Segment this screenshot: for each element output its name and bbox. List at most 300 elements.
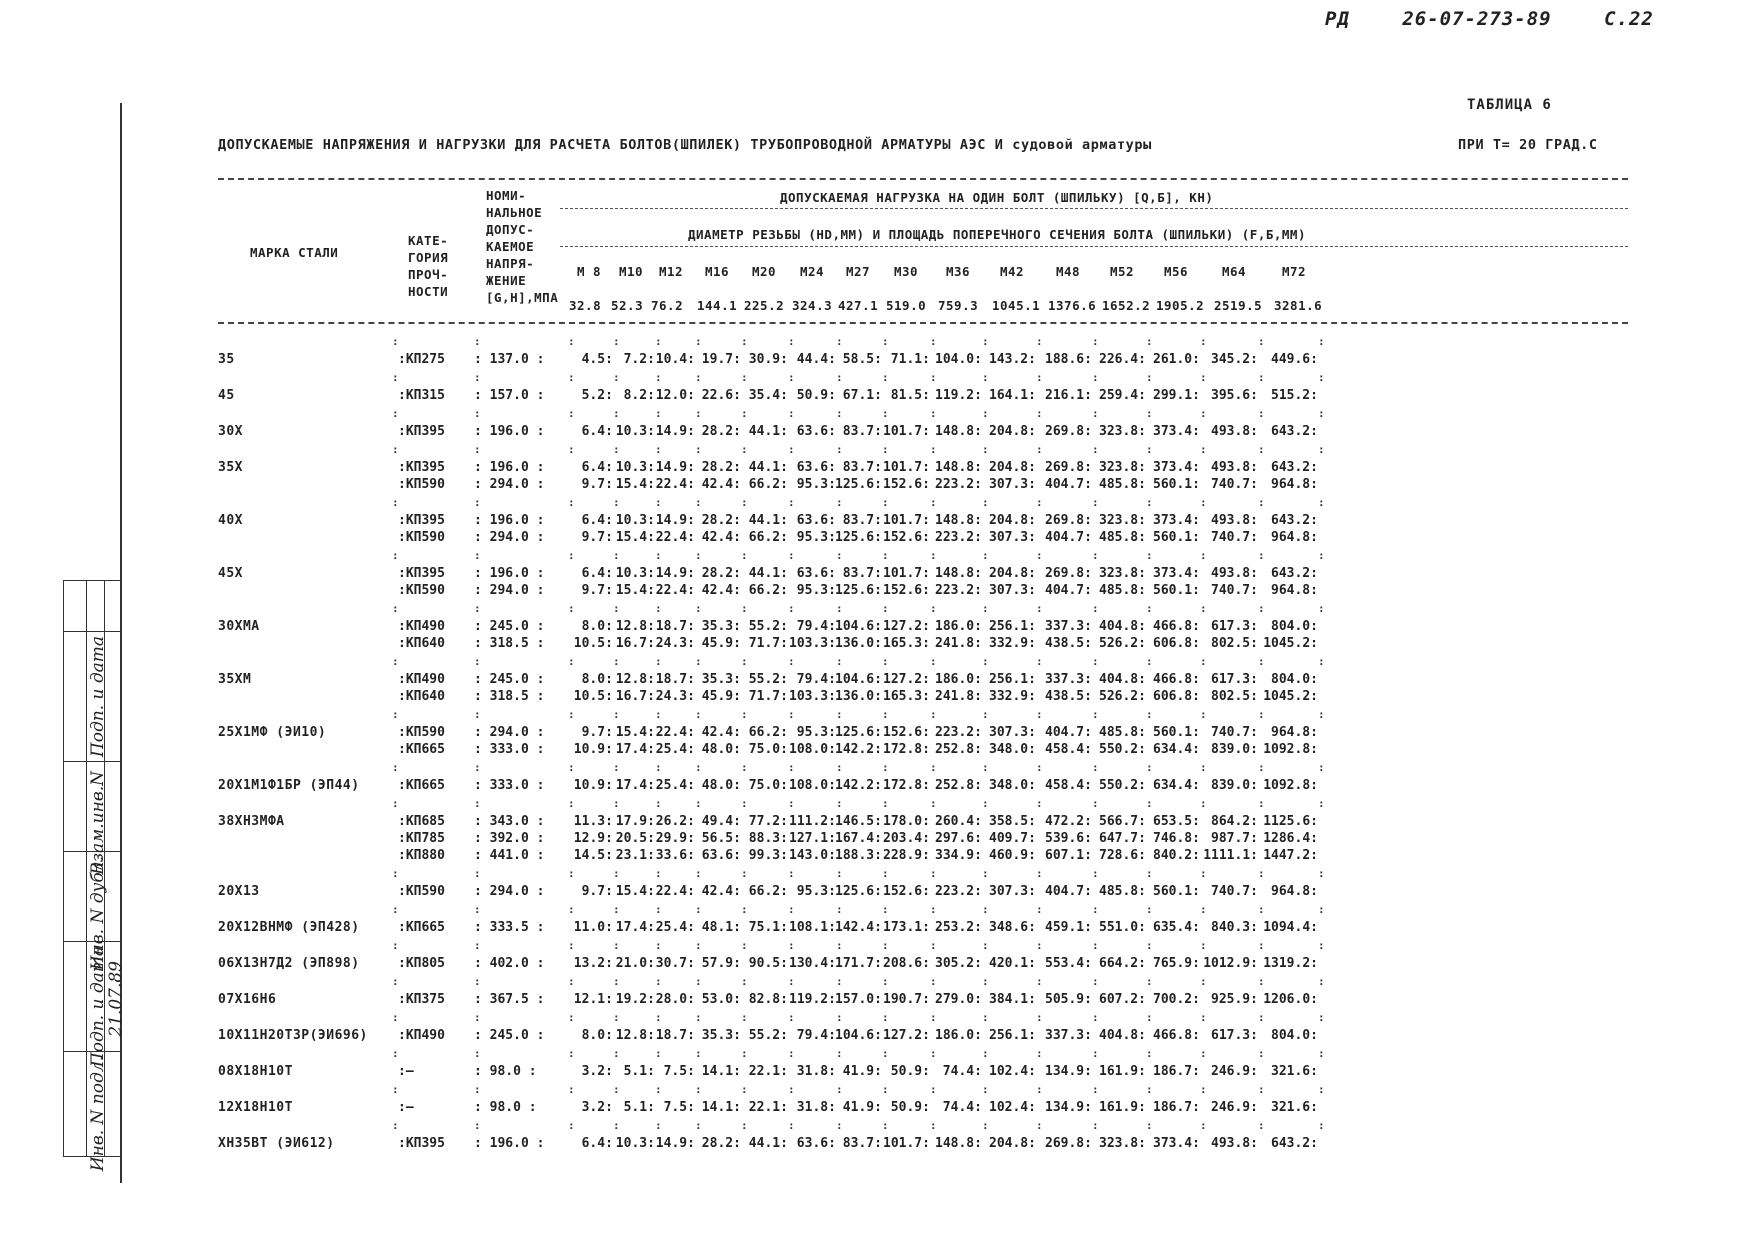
separator-colon: : [613,1119,620,1132]
column-header-category: НОСТИ [408,284,449,299]
separator-colon: : [392,335,399,348]
load-value: 373.4: [1153,424,1200,439]
load-value: 22.4: [655,583,695,598]
nominal-stress: : 294.0 : [474,477,545,492]
load-value: 125.6: [835,477,882,492]
separator-colon: : [474,939,481,952]
separator-colon: : [1092,1119,1099,1132]
load-value: 7.5: [663,1100,695,1115]
load-value: 10.9: [573,742,613,757]
separator-colon: : [1200,1083,1207,1096]
load-value: 438.5: [1045,636,1092,651]
load-value: 55.2: [748,619,788,634]
load-value: 14.1: [701,1064,741,1079]
thread-size-header: М42 [1000,264,1025,279]
load-value: 28.2: [701,424,741,439]
load-value: 24.3: [655,689,695,704]
separator-colon: : [836,1083,843,1096]
nominal-stress: : 196.0 : [474,566,545,581]
load-value: 143.0: [789,848,836,863]
load-value: 472.2: [1045,814,1092,829]
separator-colon: : [1092,1047,1099,1060]
load-value: 1206.0: [1263,992,1318,1007]
separator-colon: : [930,903,937,916]
load-value: 216.1: [1045,388,1092,403]
load-value: 297.6: [935,831,982,846]
load-value: 384.1: [989,992,1036,1007]
load-value: 964.8: [1271,884,1318,899]
load-value: 740.7: [1211,530,1258,545]
load-value: 17.4: [615,920,655,935]
separator-colons [218,496,1628,508]
separator-colon: : [836,443,843,456]
separator-colon: : [1318,939,1325,952]
separator-colon: : [1318,1047,1325,1060]
load-value: 31.8: [796,1100,836,1115]
separator-colon: : [655,867,662,880]
load-value: 83.7: [842,424,882,439]
area-header: 759.3 [938,298,979,313]
separator-colon: : [613,1083,620,1096]
load-value: 493.8: [1211,566,1258,581]
thread-size-header: М48 [1056,264,1081,279]
table-row [218,477,1628,494]
separator-colon: : [695,1119,702,1132]
load-value: 493.8: [1211,460,1258,475]
load-value: 964.8: [1271,725,1318,740]
stamp-divider [64,761,120,762]
nominal-stress: : 333.5 : [474,920,545,935]
separator-colon: : [1318,549,1325,562]
load-value: 186.7: [1153,1100,1200,1115]
load-value: 438.5: [1045,689,1092,704]
steel-grade: 08Х18Н10Т [218,1064,293,1079]
load-value: 617.3: [1211,672,1258,687]
load-value: 409.7: [989,831,1036,846]
load-value: 5.1: [623,1100,655,1115]
load-value: 332.9: [989,636,1036,651]
load-value: 127.2: [883,672,930,687]
separator-colon: : [392,1119,399,1132]
separator-colon: : [882,939,889,952]
steel-grade: 45 [218,388,235,403]
separator-colon: : [741,761,748,774]
separator-colon: : [474,496,481,509]
separator-colon: : [788,1119,795,1132]
load-value: 103.3: [789,636,836,651]
load-value: 10.4: [655,352,695,367]
load-value: 82.8: [748,992,788,1007]
load-value: 740.7: [1211,583,1258,598]
separator-colon: : [392,1047,399,1060]
separator-colon: : [568,1083,575,1096]
separator-colon: : [613,443,620,456]
strength-category: :– [398,1064,414,1079]
load-value: 404.7: [1045,477,1092,492]
separator-colon: : [1092,761,1099,774]
nominal-stress: : 294.0 : [474,884,545,899]
strength-category: :КП665 [398,778,445,793]
load-value: 186.0: [935,672,982,687]
load-value: 157.0: [835,992,882,1007]
separator-colon: : [568,761,575,774]
separator-colon: : [568,496,575,509]
load-value: 79.4: [796,1028,836,1043]
load-value: 44.1: [748,1136,788,1151]
separator-colon: : [788,549,795,562]
load-value: 77.2: [748,814,788,829]
load-value: 466.8: [1153,672,1200,687]
separator-colons [218,1047,1628,1059]
separator-colon: : [1200,903,1207,916]
load-value: 634.4: [1153,742,1200,757]
load-value: 10.3: [615,513,655,528]
table-row [218,848,1628,865]
load-value: 48.0: [701,778,741,793]
load-value: 373.4: [1153,566,1200,581]
separator-colon: : [695,939,702,952]
load-value: 728.6: [1099,848,1146,863]
load-value: 104.6: [835,619,882,634]
column-header-grade: МАРКА СТАЛИ [250,245,339,260]
load-value: 348.0: [989,742,1036,757]
load-value: 269.8: [1045,1136,1092,1151]
strength-category: :КП395 [398,513,445,528]
separator-colon: : [882,549,889,562]
load-value: 458.4: [1045,778,1092,793]
load-value: 8.0: [581,672,613,687]
load-value: 88.3: [748,831,788,846]
load-value: 1447.2: [1263,848,1318,863]
load-value: 95.3: [796,530,836,545]
table-row [218,725,1628,742]
area-header: 52.3 [611,298,644,313]
load-value: 119.2: [935,388,982,403]
load-value: 12.9: [573,831,613,846]
table-temperature: ПРИ Т= 20 ГРАД.С [1458,137,1598,153]
separator-colon: : [568,407,575,420]
separator-colons [218,407,1628,419]
load-value: 204.8: [989,460,1036,475]
load-value: 10.5: [573,689,613,704]
load-value: 75.1: [748,920,788,935]
separator-colon: : [882,867,889,880]
separator-colon: : [392,903,399,916]
load-value: 164.1: [989,388,1036,403]
table-row [218,884,1628,901]
separator-colon: : [1318,1083,1325,1096]
separator-colon: : [695,761,702,774]
separator-colon: : [1036,407,1043,420]
load-value: 14.9: [655,460,695,475]
separator-colon: : [836,975,843,988]
load-value: 550.2: [1099,778,1146,793]
separator-colon: : [788,867,795,880]
load-value: 28.2: [701,1136,741,1151]
load-value: 1092.8: [1263,742,1318,757]
load-value: 188.6: [1045,352,1092,367]
load-value: 395.6: [1211,388,1258,403]
separator-colon: : [836,1047,843,1060]
load-value: 101.7: [883,566,930,581]
separator-colon: : [392,496,399,509]
separator-colon: : [1036,496,1043,509]
load-value: 148.8: [935,513,982,528]
separator-colon: : [1146,407,1153,420]
steel-grade: 12Х18Н10Т [218,1100,293,1115]
separator-colon: : [788,903,795,916]
stamp-label: Инв. N подл. [88,1056,108,1172]
column-header-stress: [G,Н],МПА [486,290,559,305]
load-value: 560.1: [1153,884,1200,899]
nominal-stress: : 392.0 : [474,831,545,846]
load-value: 740.7: [1211,477,1258,492]
load-value: 23.1: [615,848,655,863]
separator-colon: : [1200,407,1207,420]
load-value: 246.9: [1211,1064,1258,1079]
separator-colon: : [741,708,748,721]
separator-colon: : [1200,655,1207,668]
thread-size-header: М27 [846,264,871,279]
separator-colons [218,602,1628,614]
separator-colon: : [1036,371,1043,384]
strength-category: :КП785 [398,831,445,846]
separator-colon: : [568,1011,575,1024]
load-value: 373.4: [1153,1136,1200,1151]
load-value: 223.2: [935,884,982,899]
separator-colon: : [1146,939,1153,952]
separator-colon: : [741,1011,748,1024]
load-value: 864.2: [1211,814,1258,829]
load-value: 83.7: [842,566,882,581]
nominal-stress: : 245.0 : [474,672,545,687]
column-header-diameter: ДИАМЕТР РЕЗЬБЫ (НD,ММ) И ПЛОЩАДЬ ПОПЕРЕЧНОГО СЕЧЕНИЯ БОЛТА (ШПИЛЬКИ) (F,Б,ММ) [688,227,1306,242]
separator-colon: : [836,602,843,615]
strength-category: :КП395 [398,566,445,581]
load-value: 63.6: [796,460,836,475]
load-value: 839.0: [1211,778,1258,793]
load-value: 71.7: [748,689,788,704]
load-value: 66.2: [748,477,788,492]
load-value: 11.0: [573,920,613,935]
load-value: 323.8: [1099,1136,1146,1151]
load-value: 44.1: [748,566,788,581]
separator-colon: : [1146,975,1153,988]
separator-colon: : [1036,602,1043,615]
load-value: 299.1: [1153,388,1200,403]
separator-colon: : [1092,443,1099,456]
separator-colon: : [695,655,702,668]
table-row [218,1028,1628,1045]
load-value: 26.2: [655,814,695,829]
load-value: 223.2: [935,530,982,545]
load-value: 458.4: [1045,742,1092,757]
load-value: 28.2: [701,513,741,528]
separator-colon: : [1318,443,1325,456]
load-value: 1319.2: [1263,956,1318,971]
separator-colon: : [568,903,575,916]
separator-colon: : [1146,549,1153,562]
separator-colon: : [568,602,575,615]
separator-colon: : [655,443,662,456]
strength-category: :КП590 [398,583,445,598]
table-title: ДОПУСКАЕМЫЕ НАПРЯЖЕНИЯ И НАГРУЗКИ ДЛЯ РАСЧЕТА БОЛТОВ(ШПИЛЕК) ТРУБОПРОВОДНОЙ АРМАТУРЫ АЭС И судовой арматуры [218,137,1152,153]
separator-colons [218,549,1628,561]
load-value: 643.2: [1271,460,1318,475]
separator-colon: : [788,1047,795,1060]
separator-colon: : [882,1119,889,1132]
separator-colon: : [474,1047,481,1060]
load-value: 11.3: [573,814,613,829]
load-value: 840.2: [1153,848,1200,863]
separator-colon: : [613,407,620,420]
load-value: 493.8: [1211,1136,1258,1151]
load-value: 15.4: [615,477,655,492]
load-value: 75.0: [748,742,788,757]
separator-colon: : [1092,371,1099,384]
load-value: 186.0: [935,619,982,634]
load-value: 152.6: [883,884,930,899]
separator-colon: : [836,335,843,348]
load-value: 142.2: [835,742,882,757]
separator-colon: : [1318,496,1325,509]
nominal-stress: : 196.0 : [474,1136,545,1151]
load-value: 8.0: [581,1028,613,1043]
load-value: 420.1: [989,956,1036,971]
load-value: 83.7: [842,460,882,475]
separator-colon: : [982,797,989,810]
load-value: 208.6: [883,956,930,971]
thread-size-header: М30 [894,264,919,279]
separator-colon: : [930,655,937,668]
load-value: 10.3: [615,460,655,475]
load-value: 14.9: [655,566,695,581]
separator-colon: : [1258,708,1265,721]
separator-colon: : [930,1047,937,1060]
separator-colon: : [568,867,575,880]
load-value: 44.1: [748,460,788,475]
separator-colon: : [982,975,989,988]
load-value: 449.6: [1271,352,1318,367]
separator-colon: : [655,407,662,420]
separator-colon: : [695,867,702,880]
load-value: 804.0: [1271,1028,1318,1043]
separator-colon: : [695,549,702,562]
load-value: 161.9: [1099,1064,1146,1079]
separator-colon: : [1146,1083,1153,1096]
load-value: 101.7: [883,1136,930,1151]
separator-colon: : [741,335,748,348]
load-value: 5.2: [581,388,613,403]
load-value: 246.9: [1211,1100,1258,1115]
separator-colon: : [1258,761,1265,774]
thread-size-header: М36 [946,264,971,279]
separator-colon: : [474,655,481,668]
strength-category: :КП640 [398,636,445,651]
load-value: 30.9: [748,352,788,367]
load-value: 539.6: [1045,831,1092,846]
separator-colon: : [788,1011,795,1024]
strength-category: :– [398,1100,414,1115]
separator-colon: : [392,797,399,810]
load-value: 79.4: [796,619,836,634]
load-value: 526.2: [1099,689,1146,704]
separator-colon: : [882,407,889,420]
strength-category: :КП315 [398,388,445,403]
load-value: 840.3: [1211,920,1258,935]
separator-colon: : [788,797,795,810]
strength-category: :КП490 [398,619,445,634]
table-row [218,513,1628,530]
header-rule-sub [560,208,1628,209]
load-value: 12.8: [615,672,655,687]
load-value: 125.6: [835,884,882,899]
separator-colon: : [741,797,748,810]
strength-category: :КП395 [398,424,445,439]
steel-grade: 20Х1М1Ф1БР (ЭП44) [218,778,360,793]
separator-colon: : [392,371,399,384]
load-value: 44.1: [748,424,788,439]
load-value: 4.5: [581,352,613,367]
load-value: 6.4: [581,460,613,475]
separator-colon: : [1146,1119,1153,1132]
load-value: 101.7: [883,424,930,439]
separator-colons [218,1011,1628,1023]
strength-category: :КП590 [398,725,445,740]
load-value: 33.6: [655,848,695,863]
separator-colon: : [930,549,937,562]
load-value: 560.1: [1153,477,1200,492]
load-value: 269.8: [1045,513,1092,528]
load-value: 19.7: [701,352,741,367]
load-value: 647.7: [1099,831,1146,846]
separator-colon: : [1092,655,1099,668]
separator-colon: : [1258,939,1265,952]
load-value: 66.2: [748,583,788,598]
load-value: 404.7: [1045,583,1092,598]
separator-colon: : [695,443,702,456]
separator-colon: : [882,655,889,668]
separator-colon: : [882,1083,889,1096]
separator-colon: : [1092,407,1099,420]
load-value: 925.9: [1211,992,1258,1007]
separator-colon: : [392,407,399,420]
load-value: 460.9: [989,848,1036,863]
thread-size-header: М24 [800,264,825,279]
separator-colon: : [1146,1011,1153,1024]
separator-colon: : [613,335,620,348]
load-value: 635.4: [1153,920,1200,935]
column-header-stress: ДОПУС- [486,222,535,237]
separator-colon: : [741,1047,748,1060]
separator-colon: : [392,939,399,952]
load-value: 337.3: [1045,619,1092,634]
thread-size-header: М56 [1164,264,1189,279]
load-value: 358.5: [989,814,1036,829]
column-header-load: ДОПУСКАЕМАЯ НАГРУЗКА НА ОДИН БОЛТ (ШПИЛЬКУ) [Q,Б], КН) [780,190,1214,205]
load-value: 42.4: [701,725,741,740]
load-value: 746.8: [1153,831,1200,846]
separator-colon: : [474,797,481,810]
separator-colon: : [568,443,575,456]
load-value: 204.8: [989,424,1036,439]
steel-grade: 30ХМА [218,619,260,634]
separator-colon: : [1036,797,1043,810]
separator-colon: : [695,371,702,384]
separator-colons [218,708,1628,720]
separator-colon: : [1258,1119,1265,1132]
load-value: 25.4: [655,778,695,793]
